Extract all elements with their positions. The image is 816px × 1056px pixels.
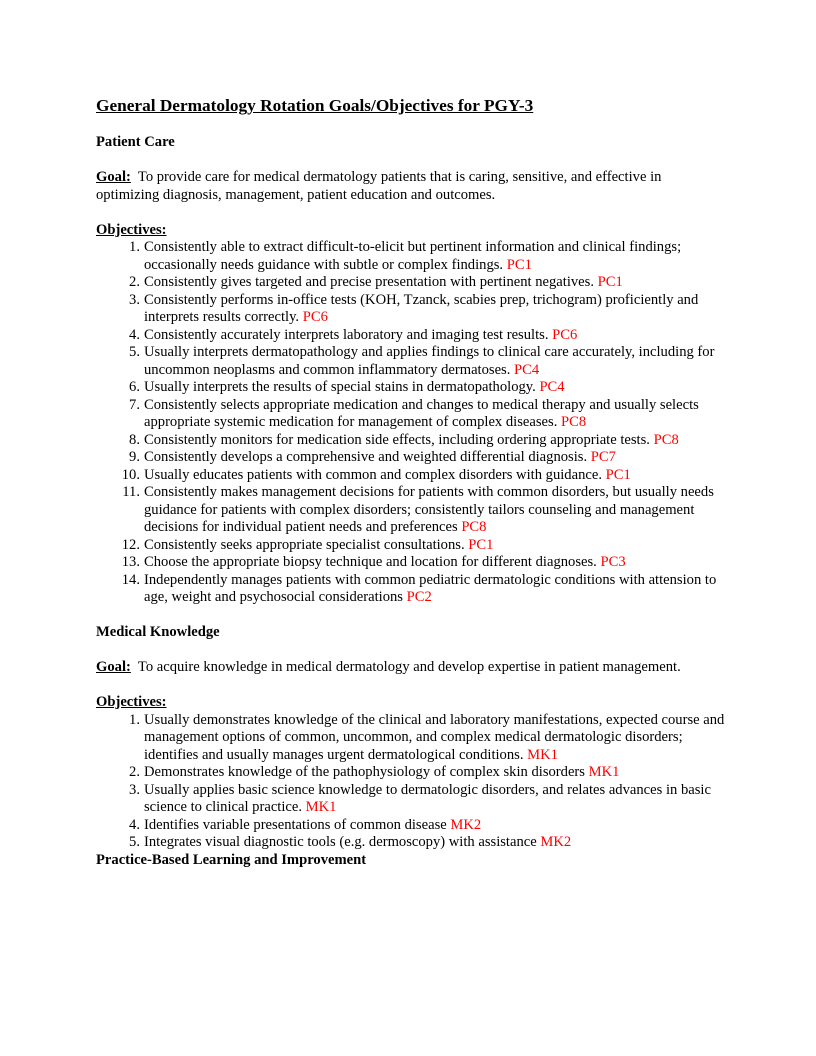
objective-text: Usually interprets the results of special stains in dermatopathology. <box>144 379 540 395</box>
objective-item <box>96 379 726 397</box>
competency-code: PC2 <box>406 589 432 605</box>
objective-number: 9. <box>129 449 140 465</box>
objective-text: Usually educates patients with common and complex disorders with guidance. <box>144 466 606 483</box>
objective-number: 5. <box>129 834 140 850</box>
objective-text: Usually interprets dermatopathology and applies findings to clinical care accurately, including for uncommon neoplasms and common inflammatory dermatoses. <box>144 344 715 378</box>
competency-code: PC7 <box>590 449 616 465</box>
goal-text: To acquire knowledge in medical dermatology and develop expertise in patient management. <box>137 659 681 675</box>
objective-text: Identifies variable presentations of common disease <box>144 816 451 833</box>
competency-code: PC1 <box>506 256 532 273</box>
objective-item <box>96 537 726 555</box>
objective-item <box>96 467 726 485</box>
objective-item <box>96 432 726 450</box>
goal-text: To provide care for medical dermatology patients that is caring, sensitive, and effective in optimizing diagnosis, management, patient education and outcomes. <box>96 169 662 203</box>
objective-number: 2. <box>129 274 140 290</box>
objective-number: 12. <box>121 536 140 553</box>
objective-item <box>96 554 726 572</box>
objective-text: Usually demonstrates knowledge of the clinical and laboratory manifestations, expected course and management options of common, uncommon, and complex medical dermatologic disorders; identifies and usually manages urgent dermatological conditions. <box>144 711 725 763</box>
objective-item <box>96 817 726 835</box>
goal-label: Goal: <box>96 659 131 675</box>
objective-item <box>96 572 726 607</box>
objective-text: Consistently develops a comprehensive and weighted differential diagnosis. <box>144 449 591 465</box>
competency-code: MK1 <box>527 746 558 763</box>
objective-text: Consistently gives targeted and precise presentation with pertinent negatives. <box>144 274 598 290</box>
objective-text: Consistently performs in-office tests (KOH, Tzanck, scabies prep, trichogram) proficiently and interprets results correctly. <box>144 291 699 325</box>
objective-item <box>96 449 726 467</box>
competency-code: MK2 <box>540 834 572 850</box>
competency-code: PC3 <box>600 554 626 570</box>
objective-item <box>96 344 726 379</box>
goal-paragraph <box>96 169 726 204</box>
objective-text: Consistently seeks appropriate specialist consultations. <box>144 536 469 553</box>
competency-code: PC1 <box>605 466 631 483</box>
objective-text: Usually applies basic science knowledge to dermatologic disorders, and relates advances in basic science to clinical practice. <box>144 781 711 815</box>
objective-item <box>96 764 726 782</box>
objective-text: Consistently selects appropriate medication and changes to medical therapy and usually selects appropriate systemic medication for management of complex diseases. <box>144 396 699 430</box>
objective-number: 6. <box>129 379 140 395</box>
objective-text: Choose the appropriate biopsy technique and location for different diagnoses. <box>144 554 601 570</box>
competency-code: PC1 <box>597 274 623 290</box>
objective-item <box>96 292 726 327</box>
objective-item <box>96 397 726 432</box>
objective-text: Consistently accurately interprets laboratory and imaging test results. <box>144 326 553 343</box>
competency-code: PC8 <box>561 414 587 430</box>
objective-number: 3. <box>129 781 140 798</box>
goal-paragraph <box>96 659 726 677</box>
objective-text: Consistently able to extract difficult-to-elicit but pertinent information and clinical findings; occasionally needs guidance with subtle or complex findings. <box>144 239 682 273</box>
objective-number: 1. <box>129 711 140 728</box>
document-page <box>96 96 726 869</box>
section-heading: Patient Care <box>96 134 175 150</box>
competency-code: PC8 <box>653 431 679 448</box>
objective-text: Demonstrates knowledge of the pathophysiology of complex skin disorders <box>144 764 589 780</box>
objective-number: 14. <box>121 571 140 588</box>
competency-code: MK2 <box>450 816 482 833</box>
goal-label: Goal: <box>96 169 131 185</box>
section-heading: Medical Knowledge <box>96 624 220 640</box>
competency-code: PC4 <box>539 379 565 395</box>
objective-number: 3. <box>129 291 140 308</box>
objective-text: Integrates visual diagnostic tools (e.g. dermoscopy) with assistance <box>144 834 541 850</box>
objective-item <box>96 834 726 852</box>
objectives-list <box>96 239 726 607</box>
objective-number: 7. <box>129 396 140 413</box>
competency-code: PC6 <box>552 326 578 343</box>
competency-code: MK1 <box>588 764 620 780</box>
objective-number: 10. <box>121 466 140 483</box>
objective-number: 4. <box>129 326 140 343</box>
objective-number: 2. <box>129 764 140 780</box>
objective-number: 5. <box>129 344 140 360</box>
objectives-list <box>96 712 726 852</box>
objective-text: Consistently makes management decisions for patients with common disorders, but usually needs guidance for patients with complex disorders; consistently tailors counseling and management decisions for individual patient needs and preferences <box>144 484 714 535</box>
objective-item <box>96 239 726 274</box>
competency-code: PC4 <box>514 361 540 378</box>
objective-item <box>96 274 726 292</box>
objective-number: 11. <box>122 484 140 500</box>
objective-number: 8. <box>129 431 140 448</box>
competency-code: PC1 <box>468 536 494 553</box>
objective-text: Consistently monitors for medication side effects, including ordering appropriate tests. <box>144 431 654 448</box>
competency-code: MK1 <box>305 799 337 815</box>
objective-item <box>96 712 726 765</box>
competency-code: PC8 <box>461 519 487 535</box>
document-title: General Dermatology Rotation Goals/Objectives for PGY-3 <box>96 96 534 115</box>
objectives-label: Objectives: <box>96 694 167 710</box>
objective-number: 1. <box>129 239 140 255</box>
section-patient-care <box>96 134 726 607</box>
competency-code: PC6 <box>302 309 328 325</box>
objective-item <box>96 782 726 817</box>
objective-text: Independently manages patients with common pediatric dermatologic conditions with attension to age, weight and psychosocial considerations <box>144 571 717 605</box>
section-medical-knowledge <box>96 624 726 852</box>
objective-item <box>96 327 726 345</box>
objectives-label: Objectives: <box>96 221 167 238</box>
objective-item <box>96 484 726 537</box>
objective-number: 4. <box>129 816 140 833</box>
objective-number: 13. <box>121 554 140 570</box>
section-heading-practice-based: Practice-Based Learning and Improvement <box>96 851 367 868</box>
